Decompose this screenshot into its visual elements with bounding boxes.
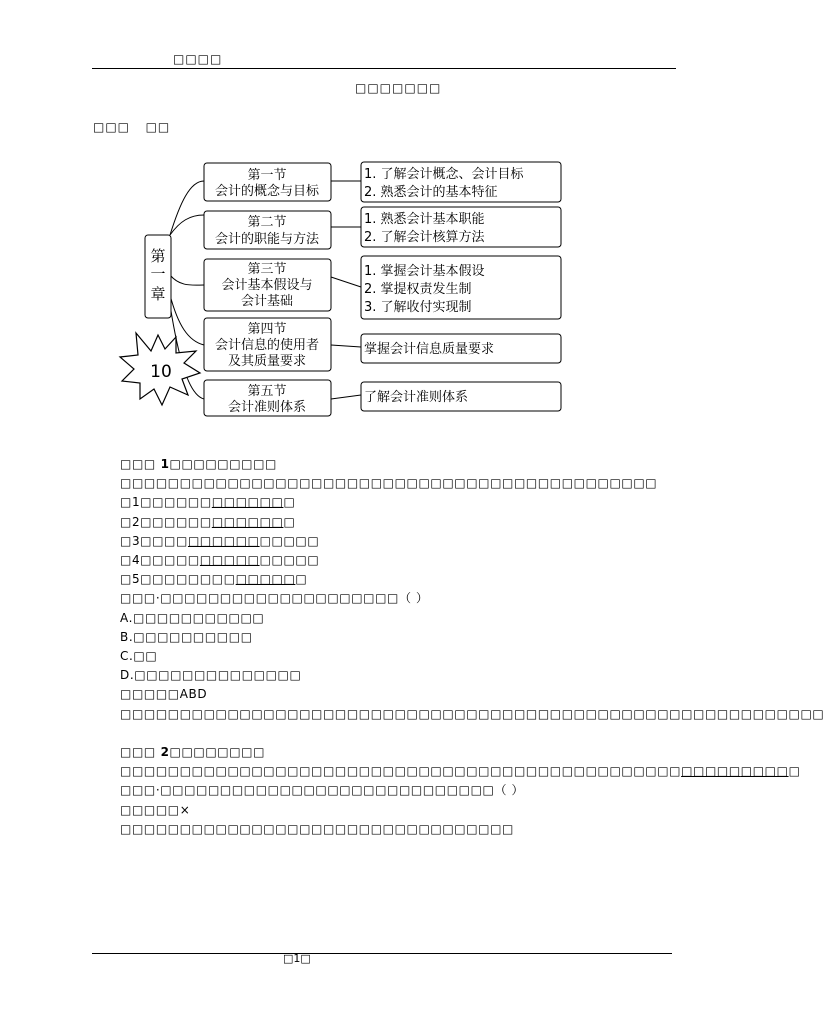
section-4-subtitle-2: 及其质量要求 <box>227 354 307 369</box>
question-2: □□□·□□□□□□□□□□□□□□□□□□□□□□□□□□□□（ ） <box>120 783 525 798</box>
point-1-item-3: □3□□□□□□□□□□□□□□□ <box>120 533 320 548</box>
requirement-box-2 <box>361 207 561 247</box>
header-rule <box>92 68 676 69</box>
section-4-title: 第四节 <box>247 322 287 337</box>
point-1-item-5: □5□□□□□□□□□□□□□□ <box>120 572 308 587</box>
section-box-5 <box>204 380 331 416</box>
footer-rule <box>92 953 672 954</box>
requirement-box-3 <box>361 256 561 319</box>
page-number: □1□ <box>283 952 311 965</box>
spacer <box>120 724 824 743</box>
explanation-2: □□□□□□□□□□□□□□□□□□□□□□□□□□□□□□□□□ <box>120 821 514 836</box>
connector-3 <box>170 275 204 285</box>
requirement-1-line-2: 2. 熟悉会计的基本特征 <box>364 185 498 200</box>
option-c: C.□□ <box>120 649 158 664</box>
section-box-4 <box>204 318 331 371</box>
point-2-heading: □□□ 2□□□□□□□□ <box>120 745 266 760</box>
option-d: D.□□□□□□□□□□□□□□ <box>120 668 302 683</box>
option-b: B.□□□□□□□□□□ <box>120 629 253 644</box>
score-badge-number: 10 <box>150 362 172 382</box>
section-box-1 <box>204 163 331 201</box>
document-title: □□□□□□□ <box>355 81 442 95</box>
requirement-4-line-1: 掌握会计信息质量要求 <box>364 342 495 357</box>
requirement-1-line-1: 1. 了解会计概念、会计目标 <box>364 167 524 182</box>
section-4-subtitle-1: 会计信息的使用者 <box>214 338 320 353</box>
point-1-item-4: □4□□□□□□□□□□□□□□□ <box>120 553 320 568</box>
point-1-item-2: □2□□□□□□□□□□□□□ <box>120 514 296 529</box>
option-a: A.□□□□□□□□□□□ <box>120 610 265 625</box>
chapter-mind-map <box>118 155 578 420</box>
header-label: □□□□ <box>173 52 223 66</box>
requirement-2-line-1: 1. 熟悉会计基本职能 <box>364 212 485 227</box>
requirement-3-line-2: 2. 掌提权责发生制 <box>364 282 472 297</box>
requirement-3-line-3: 3. 了解收付实现制 <box>364 300 472 315</box>
connector-1 <box>170 181 204 235</box>
req-connector-3 <box>331 277 361 287</box>
point-1-item-1: □1□□□□□□□□□□□□□ <box>120 495 296 510</box>
connector-2 <box>170 215 204 235</box>
section-1-title: 第一节 <box>247 168 287 183</box>
body-text <box>120 455 824 839</box>
chapter-number: □□□ <box>93 120 131 134</box>
chapter-box-char-2: 一 <box>150 265 166 283</box>
chapter-box-char-3: 章 <box>150 285 166 303</box>
section-3-title: 第三节 <box>247 262 287 277</box>
section-5-title: 第五节 <box>247 384 287 399</box>
section-3-subtitle-2: 会计基础 <box>240 294 294 309</box>
section-1-subtitle: 会计的概念与目标 <box>214 184 320 199</box>
point-1-intro: □□□□□□□□□□□□□□□□□□□□□□□□□□□□□□□□□□□□□□□□□□□□□ <box>120 476 658 491</box>
section-box-3 <box>204 259 331 311</box>
requirement-box-4 <box>361 334 561 363</box>
answer-1: □□□□□ABD <box>120 687 208 702</box>
requirement-box-5 <box>361 382 561 411</box>
point-2-text: □□□□□□□□□□□□□□□□□□□□□□□□□□□□□□□□□□□□□□□□□□□□□□□□□□□□□□□□□ <box>120 764 801 779</box>
point-1-heading: □□□ 1□□□□□□□□□ <box>120 457 277 471</box>
section-2-subtitle: 会计的职能与方法 <box>214 232 320 247</box>
chapter-box-char-1: 第 <box>150 247 166 265</box>
section-3-subtitle-1: 会计基本假设与 <box>221 278 313 293</box>
section-5-subtitle: 会计准则体系 <box>227 400 307 415</box>
requirement-box-1 <box>361 162 561 202</box>
chapter-heading <box>93 120 170 134</box>
section-2-title: 第二节 <box>247 215 287 230</box>
req-connector-5 <box>331 395 361 399</box>
requirement-3-line-1: 1. 掌握会计基本假设 <box>364 264 485 279</box>
requirement-2-line-2: 2. 了解会计核算方法 <box>364 230 485 245</box>
req-connector-4 <box>331 345 361 347</box>
section-box-2 <box>204 211 331 249</box>
requirement-5-line-1: 了解会计准则体系 <box>364 390 469 405</box>
chapter-name: □□ <box>145 120 171 134</box>
question-1: □□□·□□□□□□□□□□□□□□□□□□□□（ ） <box>120 591 429 606</box>
answer-2: □□□□□× <box>120 802 191 817</box>
explanation-1: □□□□□□□□□□□□□□□□□□□□□□□□□□□□□□□□□□□□□□□□□□□□□□□□□□□□□□□□□□□ <box>120 706 824 721</box>
